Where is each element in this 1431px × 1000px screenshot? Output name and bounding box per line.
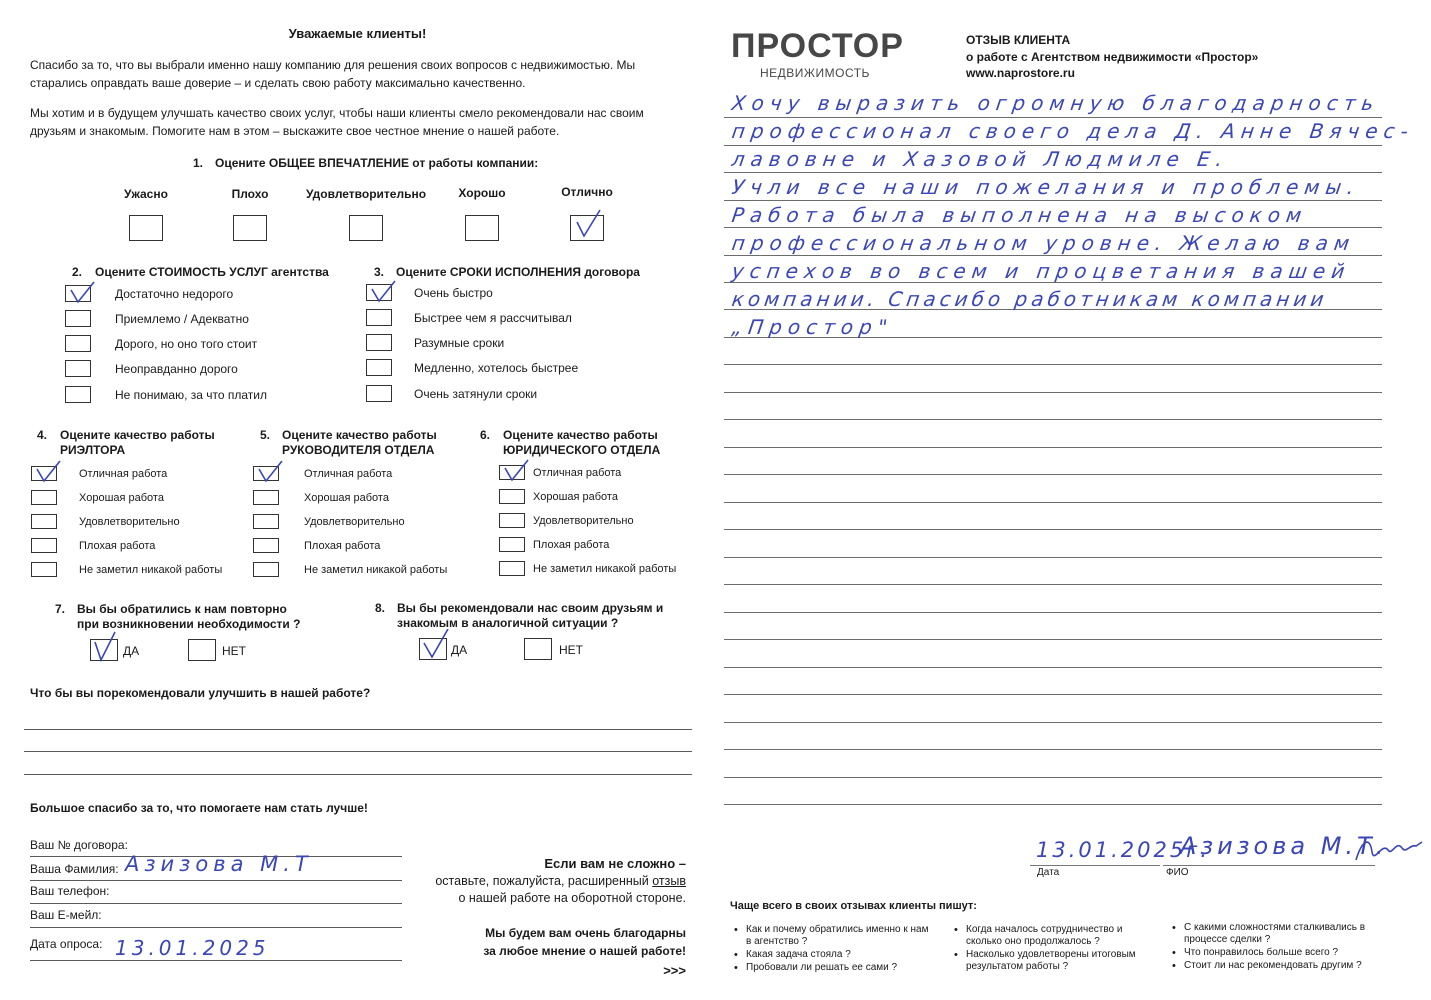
date-label: Дата опроса: bbox=[30, 937, 103, 951]
option-checkbox[interactable] bbox=[31, 538, 57, 553]
side-note-title: Если вам не сложно – bbox=[544, 856, 686, 871]
tip-item: • Как и почему обратились именно к нам в агентство ? bbox=[746, 924, 936, 948]
option-checkbox[interactable] bbox=[499, 537, 525, 552]
option-label: Хорошая работа bbox=[79, 492, 164, 504]
ruled-line bbox=[724, 722, 1382, 723]
option-checkbox[interactable] bbox=[366, 359, 392, 376]
surname-label: Ваша Фамилия: bbox=[30, 862, 119, 876]
no-checkbox[interactable] bbox=[188, 639, 216, 661]
option-label: Плохая работа bbox=[79, 540, 156, 552]
question-number: 7. bbox=[55, 602, 66, 616]
answer-line bbox=[24, 751, 692, 752]
side-note-line: о нашей работе на оборотной стороне. bbox=[458, 891, 686, 905]
side-note-line bbox=[410, 874, 686, 888]
question-title: Оцените качество работы bbox=[282, 428, 437, 442]
logo-sub: НЕДВИЖИМОСТЬ bbox=[760, 66, 870, 80]
review-text-line: „Простор" bbox=[730, 315, 895, 339]
option-label: Очень быстро bbox=[414, 286, 493, 300]
tips-column bbox=[966, 924, 1156, 973]
option-checkbox-checked[interactable] bbox=[31, 466, 57, 481]
ruled-line bbox=[724, 447, 1382, 448]
checkmark-icon bbox=[256, 457, 290, 491]
surname-value[interactable]: Азизова М.Т bbox=[125, 852, 313, 876]
ruled-line bbox=[724, 694, 1382, 695]
rating-checkbox[interactable] bbox=[129, 215, 163, 241]
ruled-line bbox=[724, 557, 1382, 558]
contract-label: Ваш № договора: bbox=[30, 838, 128, 852]
checkmark-icon bbox=[573, 206, 607, 240]
question-title: ЮРИДИЧЕСКОГО ОТДЕЛА bbox=[503, 443, 661, 457]
question-title: Оцените ОБЩЕЕ ВПЕЧАТЛЕНИЕ от работы компании: bbox=[215, 156, 539, 170]
answer-line bbox=[24, 729, 692, 730]
question-number: 8. bbox=[375, 601, 386, 615]
rating-label: Отлично bbox=[561, 185, 613, 199]
option-label: Очень затянули сроки bbox=[414, 387, 538, 401]
option-checkbox[interactable] bbox=[31, 514, 57, 529]
option-label: Отличная работа bbox=[533, 467, 622, 479]
option-checkbox[interactable] bbox=[366, 309, 392, 326]
option-checkbox[interactable] bbox=[31, 562, 57, 577]
option-checkbox[interactable] bbox=[31, 490, 57, 505]
tips-column bbox=[1184, 922, 1374, 972]
option-checkbox[interactable] bbox=[65, 360, 91, 377]
option-checkbox[interactable] bbox=[366, 385, 392, 402]
no-label: НЕТ bbox=[559, 643, 583, 657]
option-label: Не понимаю, за что платил bbox=[115, 388, 268, 402]
option-checkbox-checked[interactable] bbox=[499, 465, 525, 480]
checkmark-icon bbox=[93, 630, 127, 664]
option-label: Удовлетворительно bbox=[79, 516, 180, 528]
option-label: Плохая работа bbox=[533, 539, 610, 551]
fio-caption: ФИО bbox=[1166, 867, 1189, 878]
improve-question: Что бы вы порекомендовали улучшить в нашей работе? bbox=[30, 686, 371, 700]
date-caption: Дата bbox=[1037, 867, 1060, 878]
option-label: Неоправданно дорого bbox=[115, 362, 238, 376]
field-line bbox=[30, 960, 402, 961]
ruled-line bbox=[724, 777, 1382, 778]
checkmark-icon bbox=[34, 457, 68, 491]
tip-item: • Стоит ли нас рекомендовать другим ? bbox=[1184, 960, 1374, 972]
ruled-line bbox=[724, 392, 1382, 393]
yes-checkbox-checked[interactable] bbox=[90, 639, 118, 661]
thanks-text: Большое спасибо за то, что помогаете нам стать лучше! bbox=[30, 801, 368, 815]
arrows: >>> bbox=[663, 963, 686, 978]
question-title: Вы бы обратились к нам повторно bbox=[77, 602, 287, 616]
email-label: Ваш Е-мейл: bbox=[30, 908, 102, 922]
option-label: Достаточно недорого bbox=[115, 287, 234, 301]
side-note-text: оставьте, пожалуйста, расширенный bbox=[435, 874, 653, 888]
ruled-line bbox=[724, 172, 1382, 173]
option-label: Дорого, но оно того стоит bbox=[115, 337, 258, 351]
rating-checkbox[interactable] bbox=[465, 215, 499, 241]
yes-checkbox-checked[interactable] bbox=[419, 638, 447, 660]
review-text-line: успехов во всем и процветания вашей bbox=[730, 259, 1353, 283]
option-label: Не заметил никакой работы bbox=[533, 563, 677, 575]
signature-scribble-icon bbox=[1352, 830, 1424, 870]
option-label: Медленно, хотелось быстрее bbox=[414, 361, 579, 375]
option-checkbox[interactable] bbox=[65, 386, 91, 403]
review-text-line: профессиональном уровне. Желаю вам bbox=[730, 231, 1357, 255]
no-checkbox[interactable] bbox=[524, 638, 552, 660]
option-label: Не заметил никакой работы bbox=[304, 564, 448, 576]
option-checkbox[interactable] bbox=[253, 490, 279, 505]
rating-checkbox-checked[interactable] bbox=[570, 215, 604, 241]
question-title: знакомым в аналогичной ситуации ? bbox=[397, 616, 619, 630]
no-label: НЕТ bbox=[222, 644, 246, 658]
field-line bbox=[30, 880, 402, 881]
question-title: Оцените качество работы bbox=[503, 428, 658, 442]
ruled-line bbox=[724, 667, 1382, 668]
answer-line bbox=[24, 774, 692, 775]
review-text-line: Работа была выполнена на высоком bbox=[730, 203, 1310, 227]
date-value[interactable]: 13.01.2025 bbox=[115, 936, 270, 960]
field-line bbox=[30, 927, 402, 928]
option-label: Удовлетворительно bbox=[304, 516, 405, 528]
intro-paragraph-2: Мы хотим и в будущем улучшать качество своих услуг, чтобы наши клиенты смело рекомендовали нас своим друзьям и знакомым. Помогите нам в этом – выскажите свое честное мнение о нашей работе. bbox=[30, 106, 644, 138]
option-label: Разумные сроки bbox=[414, 336, 505, 350]
option-checkbox[interactable] bbox=[366, 334, 392, 351]
question-number: 6. bbox=[480, 428, 491, 442]
rating-label: Хорошо bbox=[458, 186, 506, 200]
option-checkbox-checked[interactable] bbox=[65, 285, 91, 302]
review-text-line: Учли все наши пожелания и проблемы. bbox=[730, 175, 1362, 199]
option-label: Приемлемо / Адекватно bbox=[115, 312, 249, 326]
option-label: Отличная работа bbox=[304, 468, 393, 480]
rating-label: Удовлетворительно bbox=[305, 187, 427, 201]
ruled-line bbox=[724, 145, 1382, 146]
side-note-thanks: за любое мнение о нашей работе! bbox=[483, 944, 686, 958]
question-title: Оцените качество работы bbox=[60, 428, 215, 442]
ruled-line bbox=[724, 255, 1382, 256]
review-text-line: профессионал своего дела Д. Анне Вячес- bbox=[730, 119, 1416, 143]
ruled-line bbox=[724, 639, 1382, 640]
review-header-title: ОТЗЫВ КЛИЕНТА bbox=[966, 33, 1071, 47]
option-checkbox[interactable] bbox=[253, 538, 279, 553]
signature-date: 13.01.2025г. bbox=[1036, 838, 1210, 862]
ruled-line bbox=[724, 749, 1382, 750]
tip-item: • С какими сложностями сталкивались в процессе сделки ? bbox=[1184, 922, 1374, 946]
tip-item: • Насколько удовлетворены итоговым результатом работы ? bbox=[966, 949, 1156, 973]
option-label: Отличная работа bbox=[79, 468, 168, 480]
question-title: при возникновении необходимости ? bbox=[77, 617, 301, 631]
review-text-line: компании. Спасибо работникам компании bbox=[730, 287, 1330, 311]
option-label: Не заметил никакой работы bbox=[79, 564, 223, 576]
ruled-line bbox=[724, 612, 1382, 613]
ruled-line bbox=[724, 200, 1382, 201]
ruled-line bbox=[724, 117, 1382, 118]
question-number: 5. bbox=[260, 428, 271, 442]
ruled-line bbox=[724, 474, 1382, 475]
checkmark-icon bbox=[68, 276, 102, 310]
tips-column bbox=[746, 924, 936, 974]
checkmark-icon bbox=[502, 456, 536, 490]
tip-item: • Когда началось сотрудничество и сколько оно продолжалось ? bbox=[966, 924, 1156, 948]
rating-checkbox[interactable] bbox=[349, 215, 383, 241]
ruled-line bbox=[724, 584, 1382, 585]
review-text-line: Хочу выразить огромную благодарность bbox=[730, 91, 1382, 115]
option-checkbox[interactable] bbox=[65, 335, 91, 352]
option-checkbox[interactable] bbox=[499, 513, 525, 528]
question-title: РУКОВОДИТЕЛЯ ОТДЕЛА bbox=[282, 443, 435, 457]
option-checkbox[interactable] bbox=[499, 489, 525, 504]
field-line bbox=[30, 903, 402, 904]
tips-title: Чаще всего в своих отзывах клиенты пишут: bbox=[730, 900, 977, 912]
review-url[interactable]: www.naprostore.ru bbox=[966, 66, 1075, 80]
fio-line bbox=[1163, 865, 1375, 866]
yes-label: ДА bbox=[451, 643, 468, 657]
option-checkbox-checked[interactable] bbox=[366, 284, 392, 301]
option-checkbox[interactable] bbox=[253, 562, 279, 577]
ruled-line bbox=[724, 502, 1382, 503]
ruled-line bbox=[724, 804, 1382, 805]
review-text-line: лавовне и Хазовой Людмиле Е. bbox=[730, 147, 1231, 171]
option-checkbox[interactable] bbox=[499, 561, 525, 576]
page-title: Уважаемые клиенты! bbox=[288, 26, 427, 41]
question-number: 1. bbox=[193, 156, 204, 170]
rating-checkbox[interactable] bbox=[233, 215, 267, 241]
side-note-thanks: Мы будем вам очень благодарны bbox=[485, 926, 686, 940]
checkmark-icon bbox=[369, 275, 403, 309]
ruled-line bbox=[724, 419, 1382, 420]
question-number: 4. bbox=[37, 428, 48, 442]
option-label: Хорошая работа bbox=[533, 491, 618, 503]
tip-item: • Что понравилось больше всего ? bbox=[1184, 947, 1374, 959]
ruled-line bbox=[724, 529, 1382, 530]
question-number: 2. bbox=[72, 265, 83, 279]
option-label: Быстрее чем я рассчитывал bbox=[414, 311, 572, 325]
question-number: 3. bbox=[374, 265, 385, 279]
yes-label: ДА bbox=[123, 644, 140, 658]
rating-label: Ужасно bbox=[124, 187, 168, 201]
logo-main: ПРОСТОР bbox=[731, 27, 904, 65]
intro-paragraph-1: Спасибо за то, что вы выбрали именно нашу компанию для решения своих вопросов с недвижимостью. Мы старались оправдать ваше доверие – и сделать свою работу максимально качественно. bbox=[30, 58, 636, 90]
review-header-sub: о работе с Агентством недвижимости «Простор» bbox=[966, 50, 1259, 64]
ruled-line bbox=[724, 364, 1382, 365]
option-checkbox-checked[interactable] bbox=[253, 466, 279, 481]
rating-label: Плохо bbox=[231, 187, 269, 201]
ruled-line bbox=[724, 227, 1382, 228]
phone-label: Ваш телефон: bbox=[30, 884, 110, 898]
question-title: Оцените СТОИМОСТЬ УСЛУГ агентства bbox=[95, 265, 329, 279]
option-label: Плохая работа bbox=[304, 540, 381, 552]
question-title: Оцените СРОКИ ИСПОЛНЕНИЯ договора bbox=[396, 265, 640, 279]
option-label: Удовлетворительно bbox=[533, 515, 634, 527]
tip-item: • Пробовали ли решать ее сами ? bbox=[746, 962, 936, 974]
option-checkbox[interactable] bbox=[253, 514, 279, 529]
tip-item: • Какая задача стояла ? bbox=[746, 949, 936, 961]
question-title: РИЭЛТОРА bbox=[60, 443, 126, 457]
signature-name: Азизова М.Т. bbox=[1180, 832, 1388, 860]
option-checkbox[interactable] bbox=[65, 310, 91, 327]
date-line bbox=[1030, 865, 1160, 866]
review-link[interactable]: отзыв bbox=[652, 874, 686, 888]
question-title: Вы бы рекомендовали нас своим друзьям и bbox=[397, 601, 664, 615]
option-label: Хорошая работа bbox=[304, 492, 389, 504]
